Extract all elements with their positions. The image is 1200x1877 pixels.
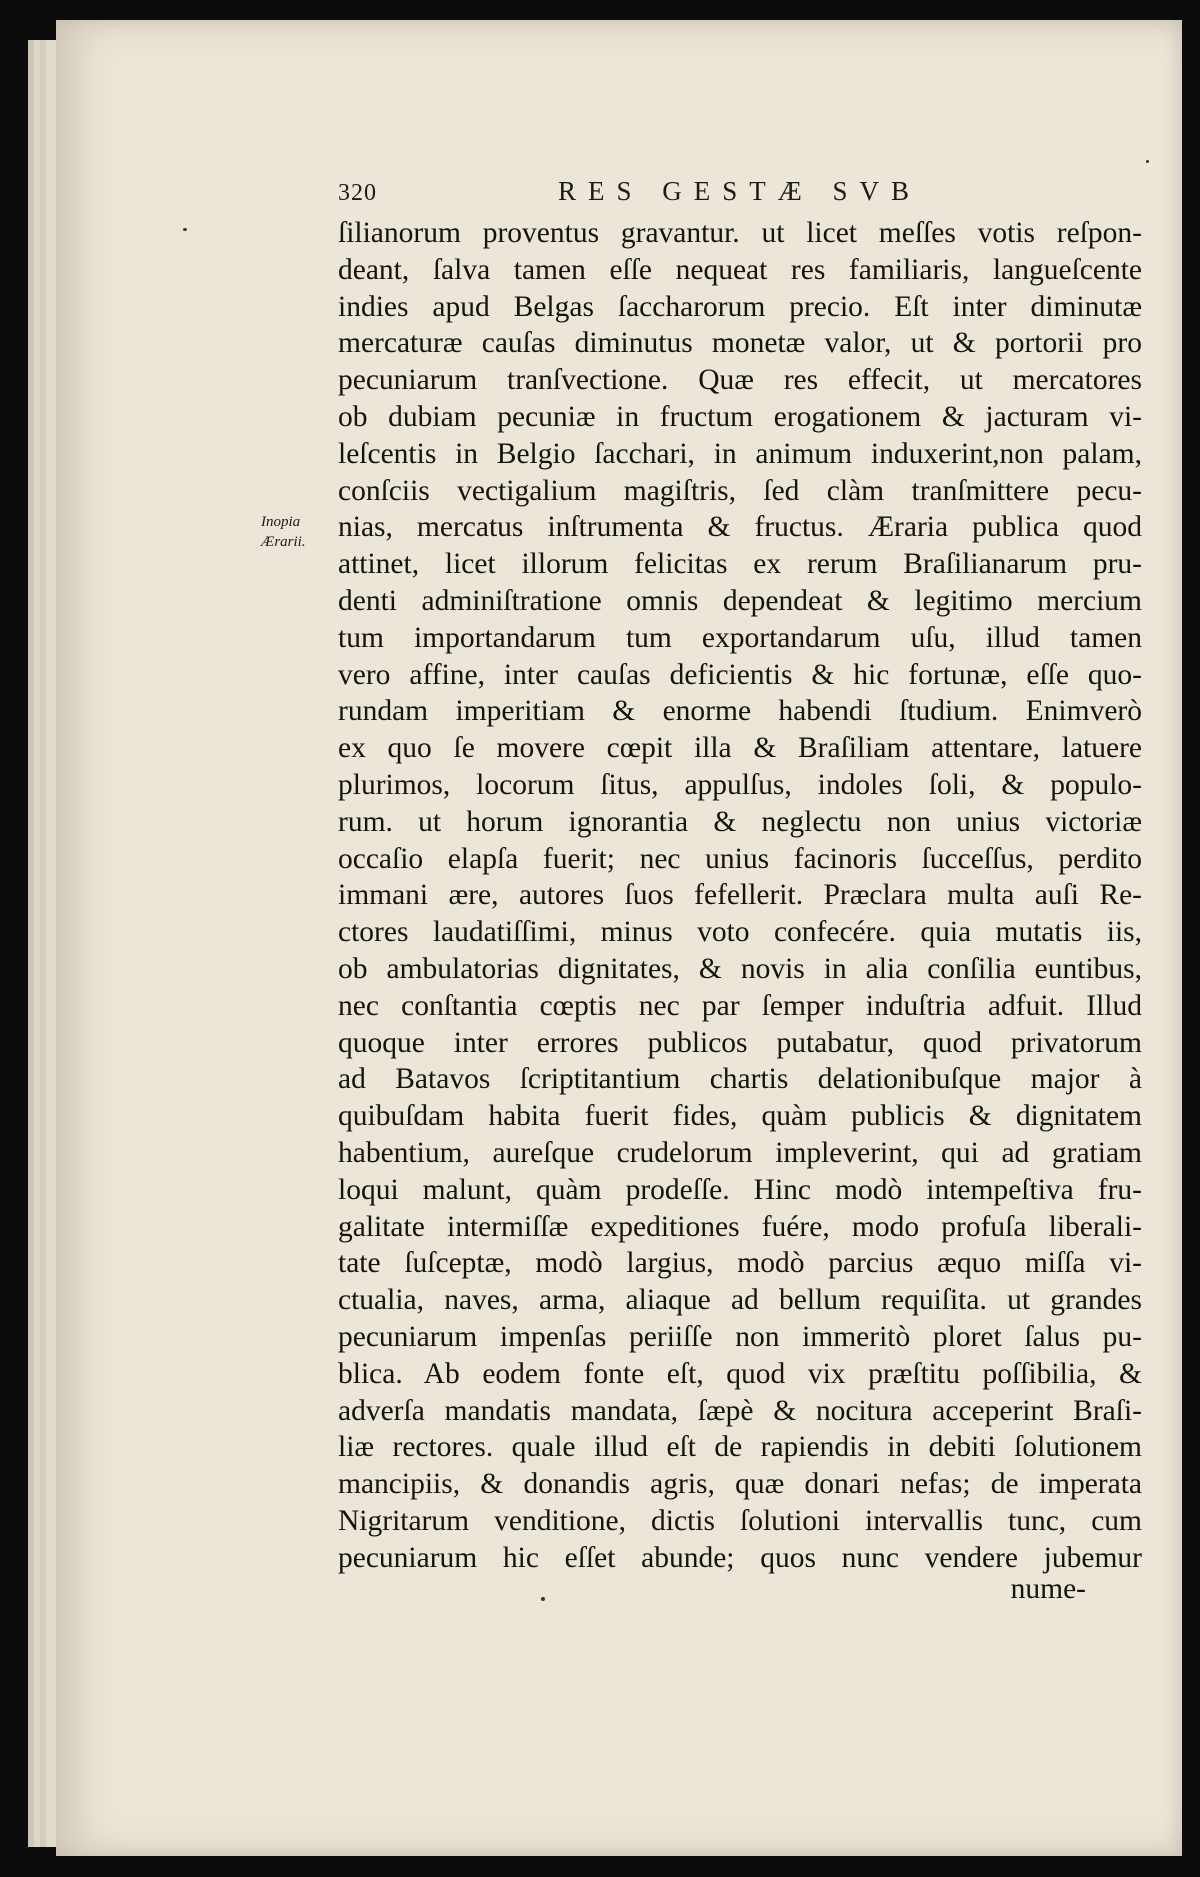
ink-speck [541,1597,545,1601]
text-line: ob dubiam pecuniæ in fructum erogationem & jacturam vi- [338,400,1142,433]
running-head-title: RES GESTÆ SVB [558,176,922,206]
text-line: ob ambulatorias dignitates, & novis in alia conſilia euntibus, [338,952,1142,985]
text-line: tate ſuſceptæ, modò largius, modò parcius æquo miſſa vi- [338,1247,1142,1280]
text-line: adverſa mandatis mandata, ſæpè & nocitura acceperint Braſi- [338,1394,1142,1427]
text-line: quibuſdam habita fuerit fides, quàm publicis & dignitatem [338,1100,1142,1133]
text-line: habentium, aureſque crudelorum impleverint, qui ad gratiam [338,1136,1142,1169]
text-line: ad Batavos ſcriptitantium chartis delationibuſque major à [338,1063,1142,1096]
text-line: ctualia, naves, arma, aliaque ad bellum requiſita. ut grandes [338,1284,1142,1317]
catchword: nume- [1010,1573,1086,1605]
text-line: denti adminiſtratione omnis dependeat & legitimo mercium [338,584,1142,617]
text-line: occaſio elapſa fuerit; nec unius facinoris ſucceſſus, perdito [338,842,1142,875]
page-number: 320 [338,180,377,206]
text-line: tum importandarum tum exportandarum uſu, illud tamen [338,621,1142,654]
text-line: quoque inter errores publicos putabatur, quod privatorum [338,1026,1142,1059]
text-line: vero affine, inter cauſas deficientis & hic fortunæ, eſſe quo- [338,658,1142,691]
text-line: pecuniarum hic eſſet abunde; quos nunc vendere jubemur [338,1541,1142,1574]
text-line: blica. Ab eodem fonte eſt, quod vix præſtitu poſſibilia, & [338,1357,1142,1390]
text-line: mancipiis, & donandis agris, quæ donari nefas; de imperata [338,1468,1142,1501]
text-line: deant, ſalva tamen eſſe nequeat res familiaris, langueſcente [338,253,1142,286]
text-line: ſilianorum proventus gravantur. ut licet meſſes votis reſpon- [338,217,1142,249]
text-line: conſciis vectigalium magiſtris, ſed clàm tranſmittere pecu- [338,474,1142,507]
ink-speck [183,228,187,231]
text-line: pecuniarum tranſvectione. Quæ res effecit, ut mercatores [338,364,1142,397]
text-line: ex quo ſe movere cœpit illa & Braſiliam attentare, latuere [338,732,1142,765]
text-line: galitate intermiſſæ expeditiones fuére, modo profuſa liberali- [338,1210,1142,1243]
margin-note-line: Inopia [261,514,301,530]
text-line: leſcentis in Belgio ſacchari, in animum induxerint,non palam, [338,437,1142,470]
text-line: liæ rectores. quale illud eſt de rapiendis in debiti ſolutionem [338,1431,1142,1464]
text-line: rum. ut horum ignorantia & neglectu non unius victoriæ [338,805,1142,838]
text-line: loqui malunt, quàm prodeſſe. Hinc modò intempeſtiva fru- [338,1173,1142,1206]
text-line: nias, mercatus inſtrumenta & fructus. Æraria publica quod [338,511,1142,544]
text-line: indies apud Belgas ſaccharorum precio. Eſt inter diminutæ [338,290,1142,323]
text-line: Nigritarum venditione, dictis ſolutioni intervallis tunc, cum [338,1504,1142,1537]
body-text [338,215,1142,1576]
text-line: plurimos, locorum ſitus, appulſus, indoles ſoli, & populo- [338,768,1142,801]
text-line: pecuniarum impenſas periiſſe non immeritò ploret ſalus pu- [338,1320,1142,1353]
text-line: immani ære, autores ſuos fefellerit. Præclara multa auſi Re- [338,879,1142,912]
text-line: attinet, licet illorum felicitas ex rerum Braſilianarum pru- [338,548,1142,581]
margin-note-line: Ærarii. [261,534,306,550]
text-line: rundam imperitiam & enorme habendi ſtudium. Enimverò [338,695,1142,728]
running-head [338,176,1138,210]
margin-note [261,512,331,552]
ink-speck [1146,160,1149,163]
book-page [56,20,1182,1856]
text-line: nec conſtantia cœptis nec par ſemper induſtria adfuit. Illud [338,989,1142,1022]
text-line: ctores laudatiſſimi, minus voto confecére. quia mutatis iis, [338,916,1142,949]
text-line: mercaturæ cauſas diminutus monetæ valor, ut & portorii pro [338,327,1142,360]
